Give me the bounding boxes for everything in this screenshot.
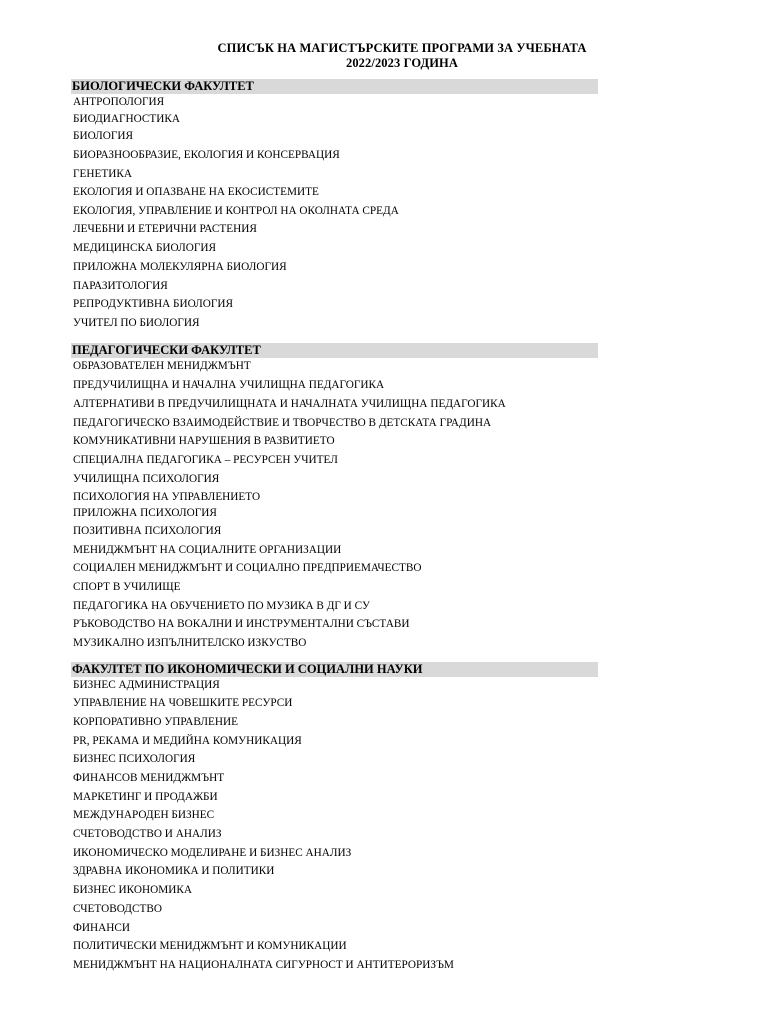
program-item: ПАРАЗИТОЛОГИЯ <box>73 279 168 292</box>
document-title-line-2: 2022/2023 ГОДИНА <box>345 56 458 70</box>
program-item: МЕНИДЖМЪНТ НА СОЦИАЛНИТЕ ОРГАНИЗАЦИИ <box>73 543 342 556</box>
program-item: МЕДИЦИНСКА БИОЛОГИЯ <box>73 241 216 254</box>
program-item: УЧИЛИЩНА ПСИХОЛОГИЯ <box>73 472 220 485</box>
program-item: ИКОНОМИЧЕСКО МОДЕЛИРАНЕ И БИЗНЕС АНАЛИЗ <box>73 846 352 859</box>
program-item: МУЗИКАЛНО ИЗПЪЛНИТЕЛСКО ИЗКУСТВО <box>73 636 307 649</box>
program-item: ЛЕЧЕБНИ И ЕТЕРИЧНИ РАСТЕНИЯ <box>73 222 257 235</box>
program-item: ГЕНЕТИКА <box>73 167 132 180</box>
program-item: СЧЕТОВОДСТВО И АНАЛИЗ <box>73 827 222 840</box>
program-item: ПСИХОЛОГИЯ НА УПРАВЛЕНИЕТО <box>73 490 261 503</box>
program-item: КОРПОРАТИВНО УПРАВЛЕНИЕ <box>73 715 239 728</box>
faculty-header: ФАКУЛТЕТ ПО ИКОНОМИЧЕСКИ И СОЦИАЛНИ НАУКИ <box>71 662 598 677</box>
program-item: СПОРТ В УЧИЛИЩЕ <box>73 580 181 593</box>
program-item: ЕКОЛОГИЯ, УПРАВЛЕНИЕ И КОНТРОЛ НА ОКОЛНАТА СРЕДА <box>73 204 399 217</box>
program-item: БИОДИАГНОСТИКА <box>73 112 181 125</box>
faculty-section-biology <box>71 79 598 329</box>
program-item: БИОРАЗНООБРАЗИЕ, ЕКОЛОГИЯ И КОНСЕРВАЦИЯ <box>73 148 340 161</box>
program-item: БИЗНЕС ПСИХОЛОГИЯ <box>73 752 196 765</box>
program-item: PR, РЕКАМА И МЕДИЙНА КОМУНИКАЦИЯ <box>73 734 302 747</box>
program-item: ПЕДАГОГИКА НА ОБУЧЕНИЕТО ПО МУЗИКА В ДГ И СУ <box>73 599 370 612</box>
program-item: ЗДРАВНА ИКОНОМИКА И ПОЛИТИКИ <box>73 864 275 877</box>
program-item: АНТРОПОЛОГИЯ <box>73 95 165 108</box>
faculty-header: БИОЛОГИЧЕСКИ ФАКУЛТЕТ <box>71 79 598 94</box>
program-item: ПРЕДУЧИЛИЩНА И НАЧАЛНА УЧИЛИЩНА ПЕДАГОГИКА <box>73 378 385 391</box>
program-item: ФИНАНСОВ МЕНИДЖМЪНТ <box>73 771 225 784</box>
document-title-line-1: СПИСЪК НА МАГИСТЪРСКИТЕ ПРОГРАМИ ЗА УЧЕБНАТА <box>217 41 587 55</box>
faculty-section-pedagogy <box>71 343 598 649</box>
program-item: МЕЖДУНАРОДЕН БИЗНЕС <box>73 808 215 821</box>
program-item: ЕКОЛОГИЯ И ОПАЗВАНЕ НА ЕКОСИСТЕМИТЕ <box>73 185 319 198</box>
program-item: МЕНИДЖМЪНТ НА НАЦИОНАЛНАТА СИГУРНОСТ И АНТИТЕРОРИЗЪМ <box>73 958 454 971</box>
program-item: СЧЕТОВОДСТВО <box>73 902 162 915</box>
program-item: СПЕЦИАЛНА ПЕДАГОГИКА – РЕСУРСЕН УЧИТЕЛ <box>73 453 338 466</box>
program-item: ОБРАЗОВАТЕЛЕН МЕНИДЖМЪНТ <box>73 359 251 372</box>
program-item: ПЕДАГОГИЧЕСКО ВЗАИМОДЕЙСТВИЕ И ТВОРЧЕСТВО В ДЕТСКАТА ГРАДИНА <box>73 416 492 429</box>
program-item: ПОЗИТИВНА ПСИХОЛОГИЯ <box>73 524 222 537</box>
faculty-header: ПЕДАГОГИЧЕСКИ ФАКУЛТЕТ <box>71 343 598 358</box>
program-item: ФИНАНСИ <box>73 921 131 934</box>
program-item: БИОЛОГИЯ <box>73 129 134 142</box>
program-item: ПРИЛОЖНА ПСИХОЛОГИЯ <box>73 506 217 519</box>
program-item: КОМУНИКАТИВНИ НАРУШЕНИЯ В РАЗВИТИЕТО <box>73 434 335 447</box>
program-item: МАРКЕТИНГ И ПРОДАЖБИ <box>73 790 218 803</box>
program-item: РЕПРОДУКТИВНА БИОЛОГИЯ <box>73 297 234 310</box>
program-item: УПРАВЛЕНИЕ НА ЧОВЕШКИТЕ РЕСУРСИ <box>73 696 293 709</box>
faculty-section-economics <box>71 662 598 971</box>
program-item: БИЗНЕС ИКОНОМИКА <box>73 883 192 896</box>
program-item: СОЦИАЛЕН МЕНИДЖМЪНТ И СОЦИАЛНО ПРЕДПРИЕМАЧЕСТВО <box>73 561 422 574</box>
program-item: ПРИЛОЖНА МОЛЕКУЛЯРНА БИОЛОГИЯ <box>73 260 287 273</box>
program-item: РЪКОВОДСТВО НА ВОКАЛНИ И ИНСТРУМЕНТАЛНИ СЪСТАВИ <box>73 617 410 630</box>
program-item: БИЗНЕС АДМИНИСТРАЦИЯ <box>73 678 220 691</box>
program-item: ПОЛИТИЧЕСКИ МЕНИДЖМЪНТ И КОМУНИКАЦИИ <box>73 939 347 952</box>
program-item: АЛТЕРНАТИВИ В ПРЕДУЧИЛИЩНАТА И НАЧАЛНАТА УЧИЛИЩНА ПЕДАГОГИКА <box>73 397 506 410</box>
program-item: УЧИТЕЛ ПО БИОЛОГИЯ <box>73 316 200 329</box>
